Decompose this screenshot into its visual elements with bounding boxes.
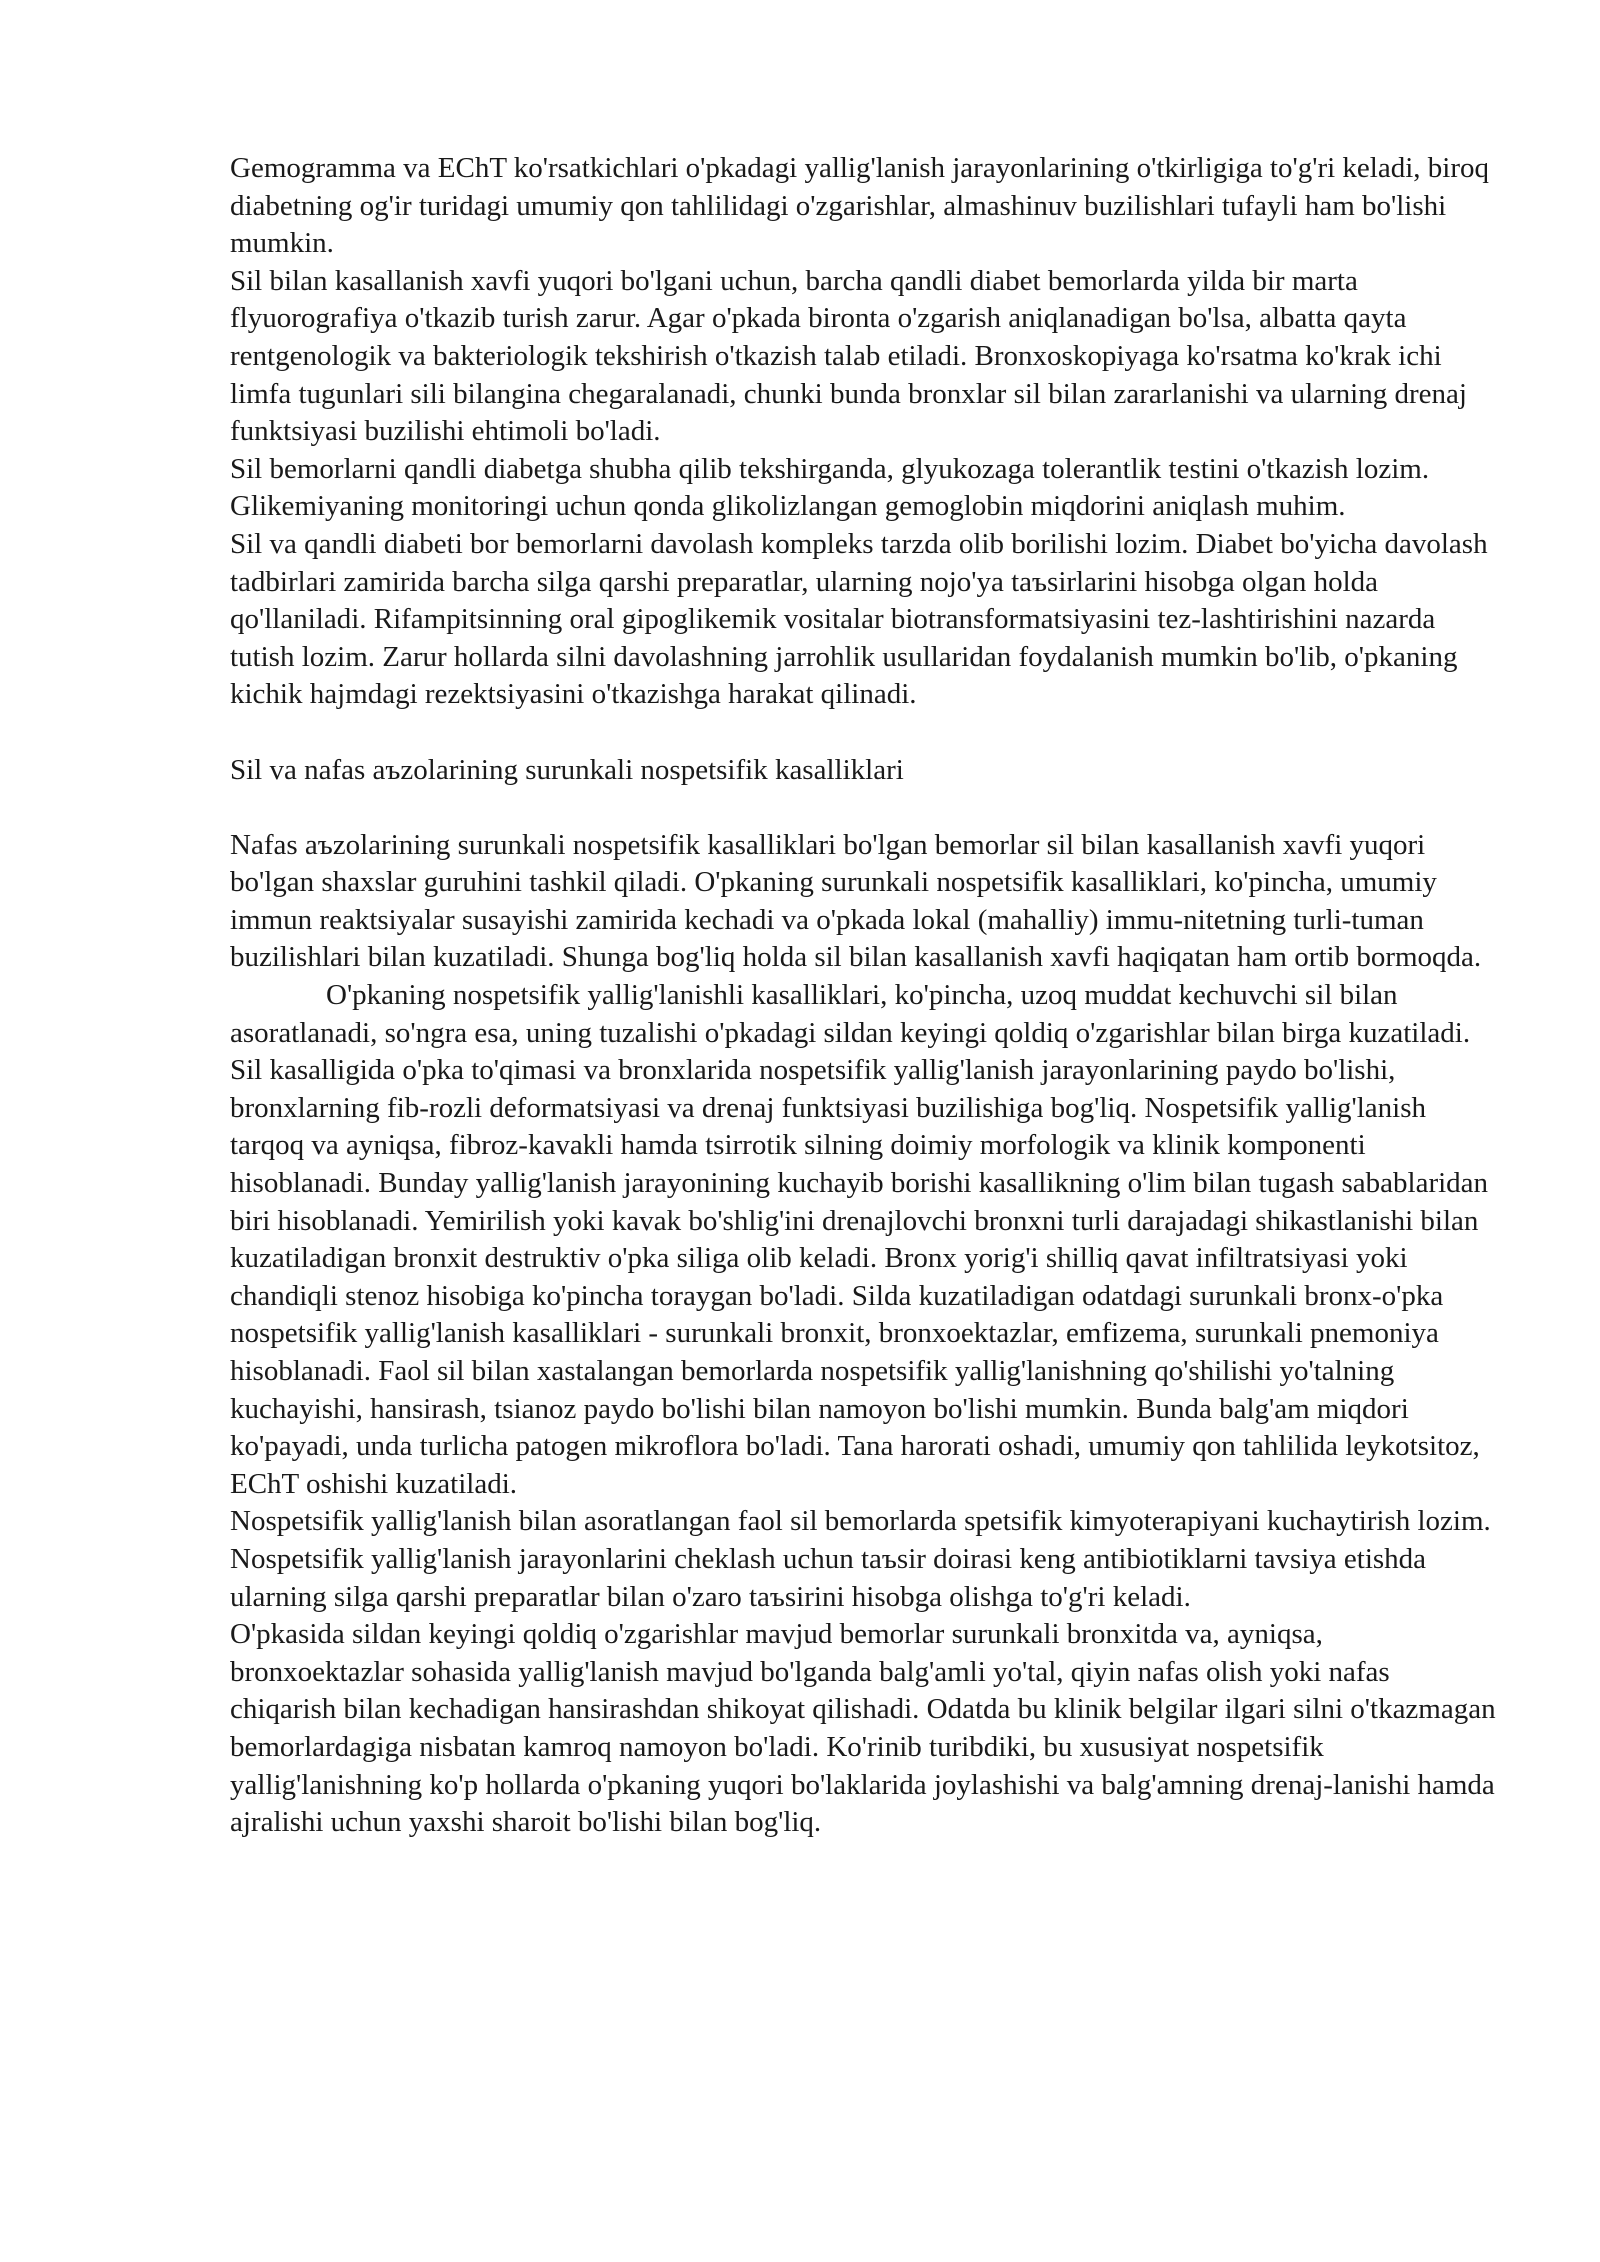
paragraph-davolash: Sil va qandli diabeti bor bemorlarni davolash kompleks tarzda olib borilishi lozim. Diabet bo'yicha davolash tadbirlari zamirida barcha silga qarshi preparatlar, ularning nojo'ya taъsirlarini hisobga olgan holda qo'llaniladi. Rifampitsinning oral gipoglikemik vositalar biotransformatsiyasini tez-lashtirishini nazarda tutish lozim. Zarur hollarda silni davolashning jarrohlik usullaridan foydalanish mumkin bo'lib, o'pkaning kichik hajmdagi rezektsiyasini o'tkazishga harakat qilinadi. xyxy=(230,527,1488,711)
blank-line xyxy=(230,789,1500,827)
paragraph-sil-kasalligida: Sil kasalligida o'pka to'qimasi va bronxlarida nospetsifik yallig'lanish jarayonlarining paydo bo'lishi, bronxlarning fib-rozli deformatsiyasi va drenaj funktsiyasi buzilishiga bog'liq. Nospetsifik yallig'lanish tarqoq va ayniqsa, fibroz-kavakli hamda tsirrotik silning doimiy morfologik va klinik komponenti hisoblanadi. Bunday yallig'lanish jarayonining kuchayib borishi kasallikning o'lim bilan tugash sabablaridan biri hisoblanadi. Yemirilish yoki kavak bo'shlig'ini drenajlovchi bronxni turli darajadagi shikastlanishi bilan kuzatiladigan bronxit destruktiv o'pka siliga olib keladi. Bronx yorig'i shilliq qavat infiltratsiyasi yoki chandiqli stenoz hisobiga ko'pincha toraygan bo'ladi. Silda kuzatiladigan odatdagi surunkali bronx-o'pka nospetsifik yallig'lanish kasalliklari - surunkali bronxit, bronxoektazlar, emfizema, surunkali pnemoniya hisoblanadi. Faol sil bilan xastalangan bemorlarda nospetsifik yallig'lanishning qo'shilishi yo'talning kuchayishi, hansirash, tsianoz paydo bo'lishi bilan namoyon bo'lishi mumkin. Bunda balg'am miqdori ko'payadi, unda turlicha patogen mikroflora bo'ladi. Tana harorati oshadi, umumiy qon tahlilida leykotsitoz, EChT oshishi kuzatiladi. xyxy=(230,1054,1489,1500)
blank-line xyxy=(230,714,1500,752)
paragraph-gemogramma: Gemogramma va EChT ko'rsatkichlari o'pkadagi yallig'lanish jarayonlarining o'tkirligiga to'g'ri keladi, biroq diabetning og'ir turidagi umumiy qon tahlilidagi o'zgarishlar, almashinuv buzilishlari tufayli ham bo'lishi mumkin. xyxy=(230,152,1489,260)
paragraph-nospetsifik: Nospetsifik yallig'lanish bilan asoratlangan faol sil bemorlarda spetsifik kimyoterapiyani kuchaytirish lozim. Nospetsifik yallig'lanish jarayonlarini cheklash uchun taъsir doirasi keng antibiotiklarni tavsiya etishda ularning silga qarshi preparatlar bilan o'zaro taъsirini hisobga olishga to'g'ri keladi. xyxy=(230,1505,1491,1613)
paragraph-final: O'pkasida sildan keyingi qoldiq o'zgarishlar mavjud bemorlar surunkali bronxitda va, ayniqsa, bronxoektazlar sohasida yallig'lanish mavjud bo'lganda balg'amli yo'tal, qiyin nafas olish yoki nafas chiqarish bilan kechadigan hansirashdan shikoyat qilishadi. Odatda bu klinik belgilar ilgari silni o'tkazmagan bemorlardagiga nisbatan kamroq namoyon bo'ladi. Ko'rinib turibdiki, bu xususiyat nospetsifik yallig'lanishning ko'p hollarda o'pkaning yuqori bo'laklarida joylashishi va balg'amning drenaj-lanishi hamda ajralishi uchun yaxshi sharoit bo'lishi bilan bog'liq. xyxy=(230,1618,1496,1839)
paragraph-intro: Nafas aъzolarining surunkali nospetsifik kasalliklari bo'lgan bemorlar sil bilan kasallanish xavfi yuqori bo'lgan shaxslar guruhini tashkil qiladi. O'pkaning surunkali nospetsifik kasalliklari, ko'pincha, umumiy immun reaktsiyalar susayishi zamirida kechadi va o'pkada lokal (mahalliy) immu-nitetning turli-tuman buzilishlari bilan kuzatiladi. Shunga bog'liq holda sil bilan kasallanish xavfi haqiqatan ham ortib bormoqda. xyxy=(230,828,1482,974)
paragraph-glyukoza-test: Sil bemorlarni qandli diabetga shubha qilib tekshirganda, glyukozaga tolerantlik testini o'tkazish lozim. Glikemiyaning monitoringi uchun qonda glikolizlangan gemoglobin miqdorini aniqlash muhim. xyxy=(230,452,1430,523)
section-title: Sil va nafas aъzolarining surunkali nospetsifik kasalliklari xyxy=(230,753,904,786)
paragraph-indented: O'pkaning nospetsifik yallig'lanishli kasalliklari, ko'pincha, uzoq muddat kechuvchi sil bilan asoratlanadi, so'ngra esa, uning tuzalishi o'pkadagi sildan keyingi qoldiq o'zgarishlar bilan birga kuzatiladi. xyxy=(230,979,1471,1049)
document-page xyxy=(230,150,1500,1842)
paragraph-flyuorografiya: Sil bilan kasallanish xavfi yuqori bo'lgani uchun, barcha qandli diabet bemorlarda yilda bir marta flyuorografiya o'tkazib turish zarur. Agar o'pkada bironta o'zgarish aniqlanadigan bo'lsa, albatta qayta rentgenologik va bakteriologik tekshirish o'tkazish talab etiladi. Bronxoskopiyaga ko'rsatma ko'krak ichi limfa tugunlari sili bilangina chegaralanadi, chunki bunda bronxlar sil bilan zararlanishi va ularning drenaj funktsiyasi buzilishi ehtimoli bo'ladi. xyxy=(230,264,1467,448)
